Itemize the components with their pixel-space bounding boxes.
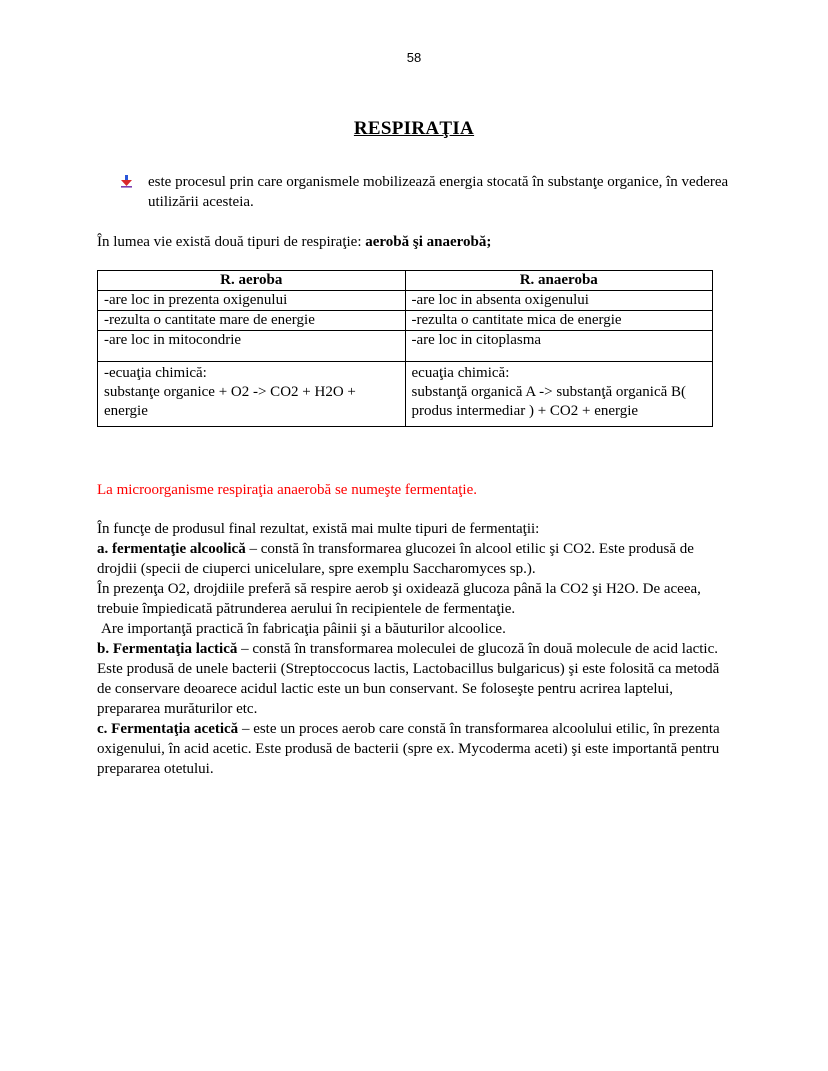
equation-label: ecuaţia chimică:: [411, 365, 510, 381]
table-header-row: [98, 271, 713, 291]
table-cell: -are loc in mitocondrie: [98, 331, 406, 362]
table-row: [98, 311, 713, 331]
fermentation-section: [97, 519, 733, 779]
page-title: RESPIRAŢIA: [353, 118, 475, 139]
table-cell: -are loc in citoplasma: [405, 331, 713, 362]
equation-text: substanţe organice + O2 -> CO2 + H2O + energie: [104, 384, 356, 419]
fermentation-note: La microorganisme respiraţia anaerobă se numeşte fermentaţie.: [97, 482, 477, 498]
header-aerobic: R. aeroba: [98, 271, 406, 291]
alcoholic-paragraph-3: Are importanţă practică în fabricaţia pâinii şi a băuturilor alcoolice.: [101, 621, 506, 637]
definition-text: este procesul prin care organismele mobilizează energia stocată în substanţe organice, în vederea utilizării acesteia.: [148, 174, 729, 210]
intro-bold: aerobă şi anaerobă;: [365, 234, 492, 250]
equation-label: -ecuaţia chimică:: [104, 365, 207, 381]
table-row: [98, 331, 713, 362]
header-anaerobic: R. anaeroba: [405, 271, 713, 291]
table-cell: -are loc in prezenta oxigenului: [98, 291, 406, 311]
alcoholic-heading: a. fermentaţie alcoolică: [97, 541, 246, 557]
fermentation-intro: În funcţe de produsul final rezultat, există mai multe tipuri de fermentaţii:: [97, 521, 540, 537]
arrow-down-bullet-icon: [120, 174, 134, 188]
alcoholic-fermentation: [97, 539, 733, 579]
definition-bullet: [120, 172, 730, 212]
alcoholic-text: – constă în transformarea glucozei în alcool etilic şi CO2. Este produsă de drojdii (specii de ciuperci unicelulare, spre exemplu Saccharomyces sp.).: [97, 541, 694, 577]
acetic-text: – este un proces aerob care constă în transformarea alcoolului etilic, în prezenta oxigenului, în acid acetic. Este produsă de bacterii (spre ex. Mycoderma aceti) şi este importantă pentru prepararea otetului.: [97, 721, 720, 777]
table-row: [98, 291, 713, 311]
alcoholic-paragraph-2: În prezenţa O2, drojdiile preferă să respire aerob şi oxidează glucoza până la CO2 şi H2O. De aceea, trebuie împiedicată pătrunderea aerului în recipientele de fermentaţie.: [97, 581, 701, 617]
equation-text: substanţă organică A -> substanţă organică B( produs intermediar ) + CO2 + energie: [411, 384, 687, 419]
acetic-fermentation: [97, 719, 733, 779]
respiration-table: [97, 270, 713, 427]
table-cell: -rezulta o cantitate mica de energie: [405, 311, 713, 331]
page-number: 58: [406, 50, 422, 65]
lactic-fermentation: [97, 639, 733, 719]
intro-paragraph: [97, 232, 491, 252]
equation-cell-anaerobic: [405, 362, 713, 427]
table-cell: -rezulta o cantitate mare de energie: [98, 311, 406, 331]
equation-row: [98, 362, 713, 427]
equation-cell-aerobic: [98, 362, 406, 427]
lactic-heading: b. Fermentaţia lactică: [97, 641, 238, 657]
intro-text: În lumea vie există două tipuri de respiraţie:: [97, 234, 366, 250]
acetic-heading: c. Fermentaţia acetică: [97, 721, 239, 737]
table-cell: -are loc in absenta oxigenului: [405, 291, 713, 311]
lactic-text: – constă în transformarea moleculei de glucoză în două molecule de acid lactic. Este produsă de unele bacterii (Streptoccocus lactis, Lactobacillus bulgaricus) şi este folosită ca metodă de conservare deoarece acidul lactic este un bun conservant. Se foloseşte pentru acrirea laptelui, prepararea murăturilor etc.: [97, 641, 720, 717]
